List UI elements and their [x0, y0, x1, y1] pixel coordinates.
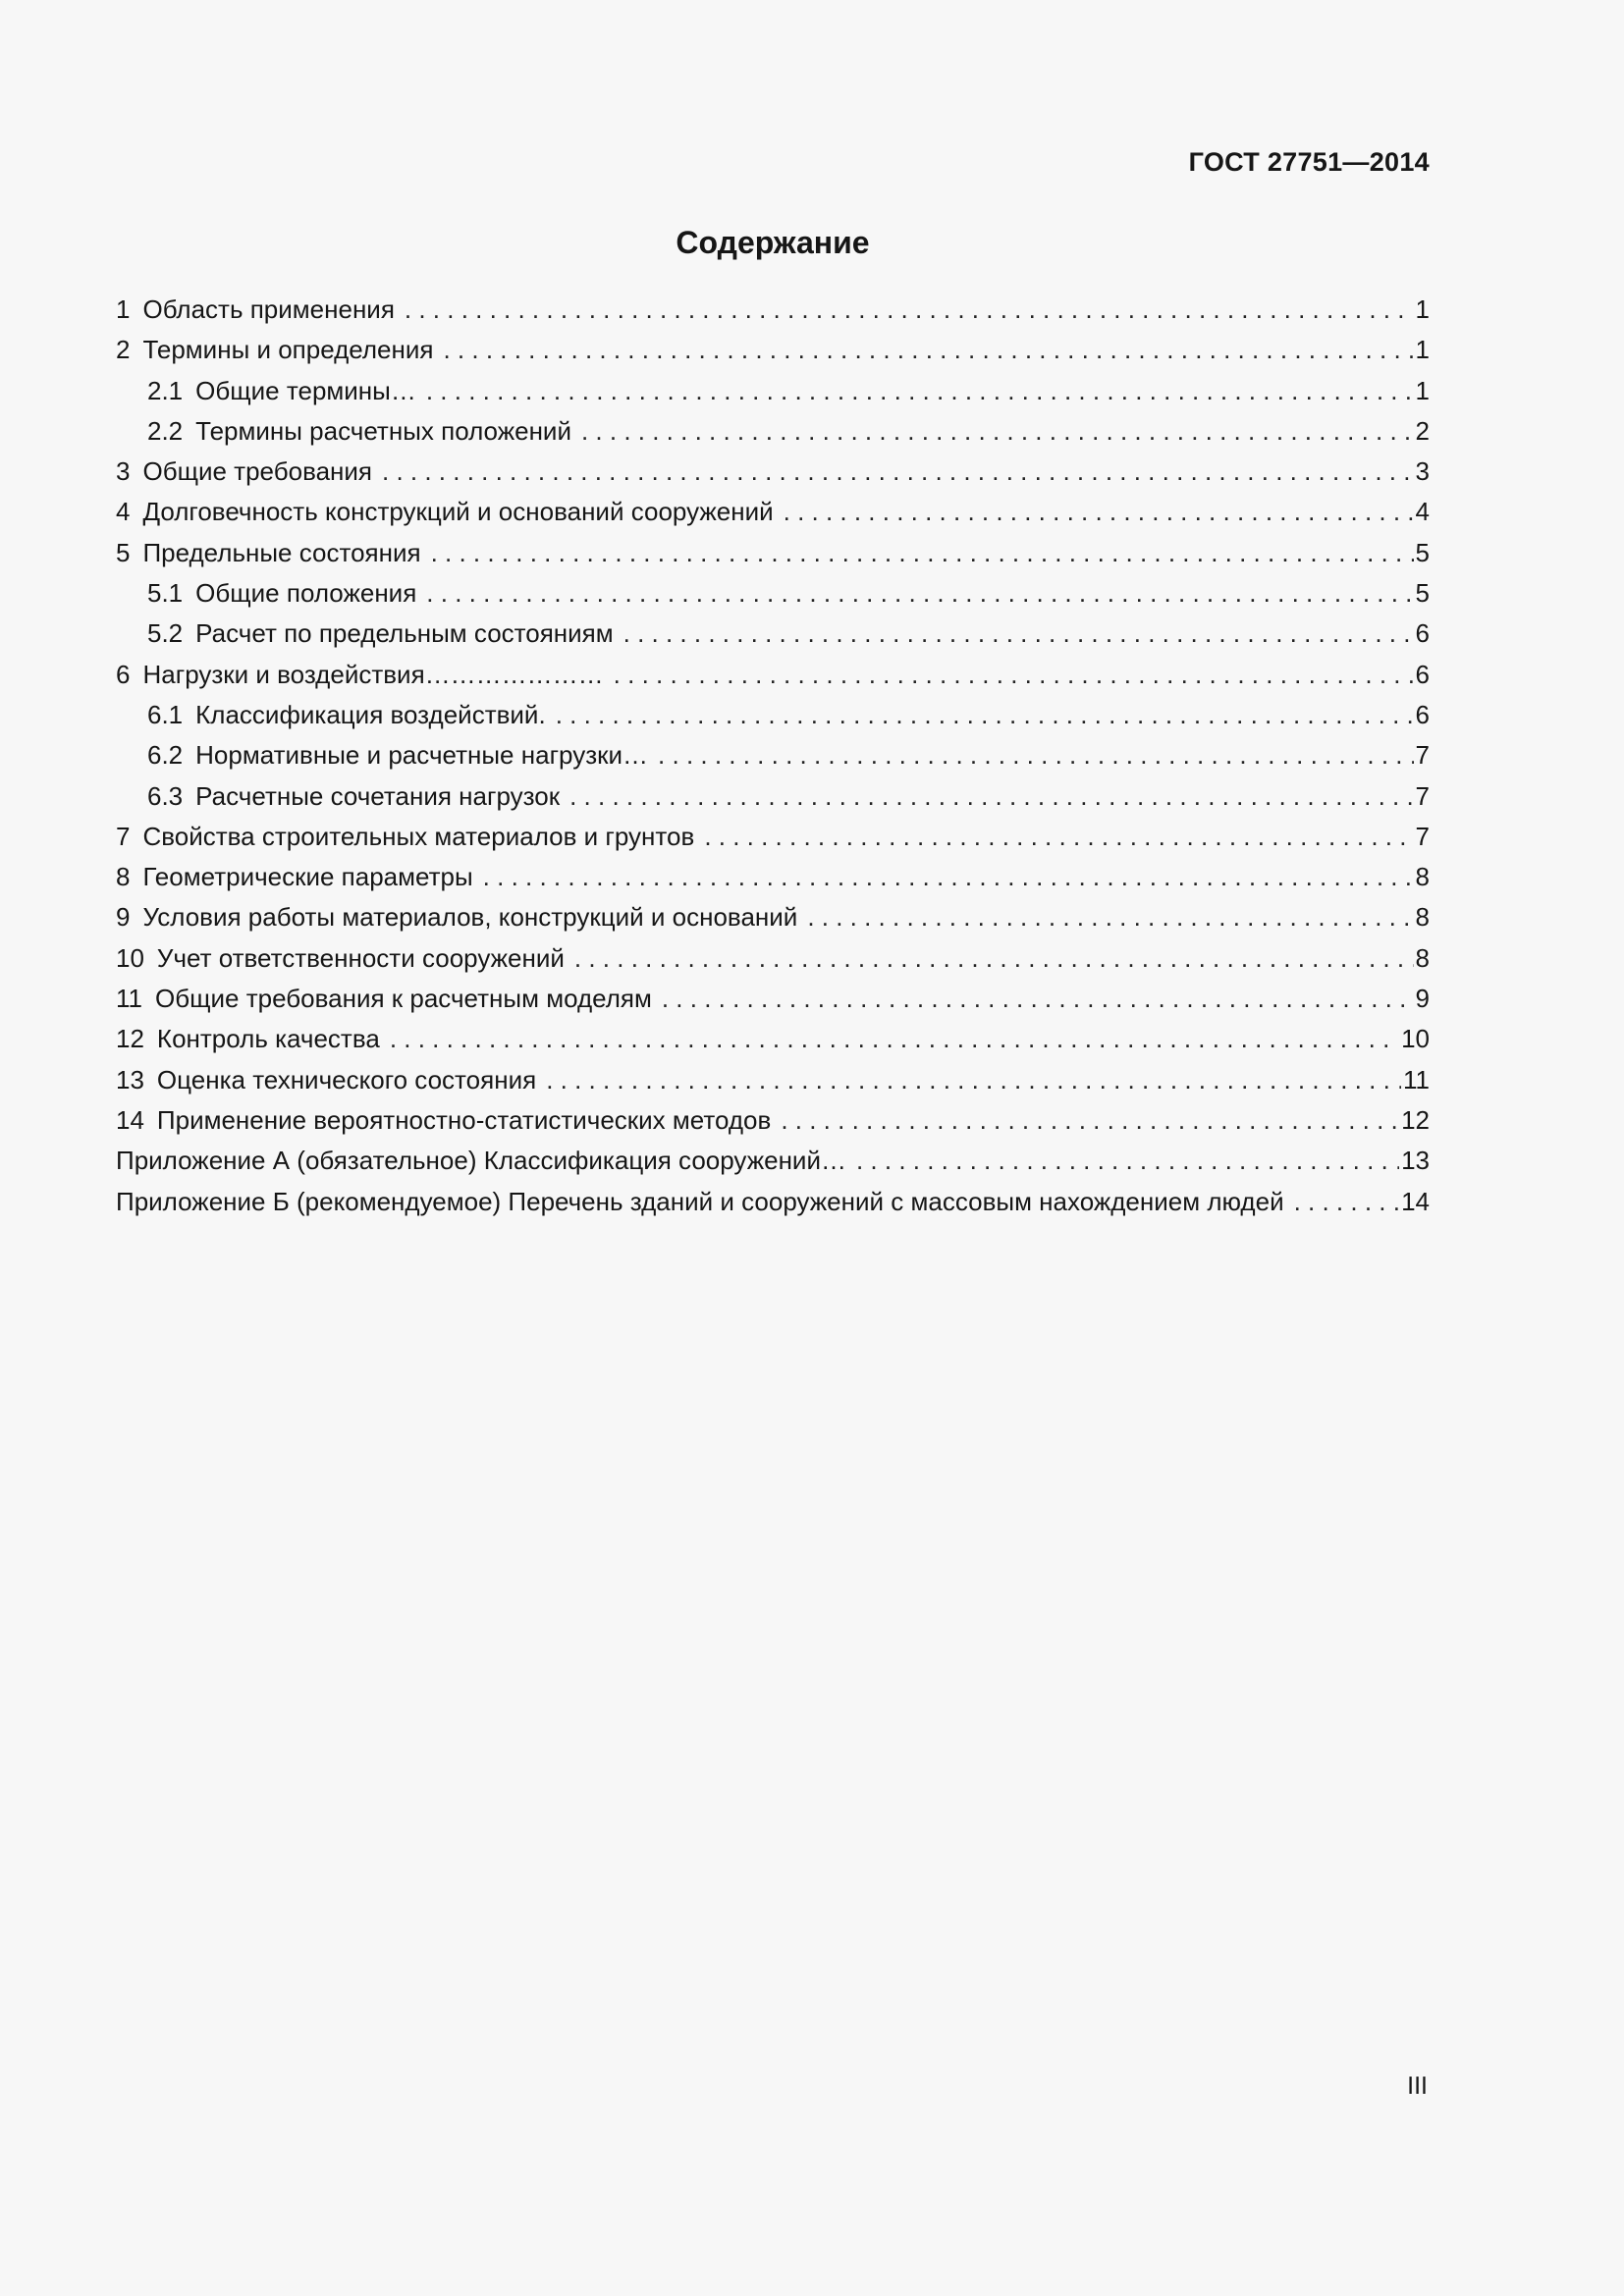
toc-entry-label: Общие термины… [195, 375, 416, 405]
toc-entry-number: 2.1 [147, 375, 184, 405]
toc-entry-label: Общие требования к расчетным моделям [155, 984, 652, 1014]
toc-entry-label: Долговечность конструкций и оснований сооружений [142, 497, 774, 527]
toc-entry-page: 2 [1415, 415, 1430, 446]
toc-entry-page: 10 [1401, 1024, 1430, 1054]
toc-subentry[interactable] [116, 740, 1430, 780]
toc-entry-label: Контроль качества [156, 1024, 380, 1054]
toc-entry-page: 1 [1415, 335, 1430, 365]
toc-entry-page: 6 [1415, 659, 1430, 689]
toc-entry-label: Термины и определения [142, 335, 434, 365]
toc-entry[interactable] [116, 984, 1430, 1024]
toc-entry[interactable] [116, 335, 1430, 375]
toc-entry-number: 5.2 [147, 618, 184, 649]
toc-entry-number: 14 [116, 1104, 144, 1135]
toc-entry-label: Нормативные и расчетные нагрузки… [195, 740, 649, 771]
toc-leader-dots [569, 781, 1413, 812]
toc-entry[interactable] [116, 1024, 1430, 1064]
toc-leader-dots [581, 416, 1414, 447]
toc-leader-dots [382, 456, 1414, 487]
toc-entry-number: 9 [116, 902, 131, 933]
toc-entry[interactable] [116, 456, 1430, 497]
toc-entry-page: 5 [1415, 537, 1430, 567]
toc-entry-page: 1 [1415, 294, 1430, 324]
toc-entry-label: Область применения [142, 294, 395, 324]
toc-entry-number: 7 [116, 821, 131, 851]
toc-entry-page: 3 [1415, 456, 1430, 487]
toc-entry-page: 1 [1415, 375, 1430, 405]
toc-entry[interactable] [116, 538, 1430, 578]
toc-leader-dots [426, 376, 1414, 406]
toc-entry-page: 7 [1415, 740, 1430, 771]
toc-entry[interactable] [116, 902, 1430, 942]
toc-subentry[interactable] [116, 781, 1430, 822]
toc-entry-page: 6 [1415, 618, 1430, 649]
toc-leader-dots [556, 700, 1414, 730]
toc-entry-label: Учет ответственности сооружений [156, 942, 565, 973]
toc-entry-number: 5.1 [147, 578, 184, 609]
toc-entry[interactable] [116, 1065, 1430, 1105]
toc-entry-label: Предельные состояния [142, 537, 421, 567]
toc-entry[interactable] [116, 862, 1430, 902]
toc-leader-dots [807, 902, 1413, 933]
toc-subentry[interactable] [116, 376, 1430, 416]
toc-entry-page: 4 [1415, 497, 1430, 527]
toc-subentry[interactable] [116, 700, 1430, 740]
toc-entry-number: 13 [116, 1064, 144, 1095]
toc-entry-number: 2.2 [147, 415, 184, 446]
toc-entry-page: 8 [1415, 862, 1430, 892]
toc-entry-page: 13 [1401, 1146, 1430, 1176]
toc-entry-number: 12 [116, 1024, 144, 1054]
toc-leader-dots [662, 984, 1414, 1014]
toc-title: Содержание [676, 225, 870, 260]
toc-leader-dots [483, 862, 1414, 892]
toc-entry[interactable] [116, 660, 1430, 700]
document-code: ГОСТ 27751—2014 [1188, 147, 1430, 177]
toc-leader-dots [426, 578, 1413, 609]
toc-entry[interactable] [116, 822, 1430, 862]
toc-entry-number: 5 [116, 537, 131, 567]
toc-entry-page: 5 [1415, 578, 1430, 609]
toc-leader-dots [658, 740, 1413, 771]
toc-leader-dots [405, 294, 1414, 325]
toc-entry-label: Расчетные сочетания нагрузок [195, 780, 561, 811]
toc-entry[interactable] [116, 1105, 1430, 1146]
toc-entry-number: 6.1 [147, 699, 184, 729]
toc-appendix-entry[interactable] [116, 1187, 1430, 1227]
table-of-contents [116, 294, 1430, 1227]
toc-entry-page: 8 [1415, 942, 1430, 973]
toc-subentry[interactable] [116, 416, 1430, 456]
toc-leader-dots [704, 822, 1413, 852]
toc-entry-label: Геометрические параметры [142, 862, 473, 892]
toc-entry-page: 7 [1415, 780, 1430, 811]
toc-entry-page: 7 [1415, 821, 1430, 851]
page-number: III [1407, 2072, 1428, 2100]
toc-entry-label: Условия работы материалов, конструкций и оснований [142, 902, 798, 933]
toc-entry-page: 6 [1415, 699, 1430, 729]
toc-entry[interactable] [116, 943, 1430, 984]
toc-entry-page: 9 [1415, 984, 1430, 1014]
toc-entry-number: 8 [116, 862, 131, 892]
toc-entry-number: 2 [116, 335, 131, 365]
toc-subentry[interactable] [116, 578, 1430, 618]
toc-subentry[interactable] [116, 618, 1430, 659]
toc-leader-dots [1294, 1187, 1399, 1217]
toc-leader-dots [443, 335, 1413, 365]
toc-leader-dots [431, 538, 1414, 568]
toc-leader-dots [390, 1024, 1399, 1054]
toc-leader-dots [614, 660, 1414, 690]
toc-entry-number: 6.2 [147, 740, 184, 771]
toc-entry-label: Классификация воздействий. [195, 699, 546, 729]
toc-entry-number: 6 [116, 659, 131, 689]
toc-leader-dots [623, 618, 1414, 649]
toc-entry-page: 14 [1401, 1186, 1430, 1216]
toc-entry-label: Свойства строительных материалов и грунтов [142, 821, 695, 851]
toc-leader-dots [856, 1146, 1399, 1176]
toc-leader-dots [546, 1065, 1401, 1095]
toc-entry-number: 11 [116, 984, 142, 1014]
toc-entry[interactable] [116, 294, 1430, 335]
toc-entry-page: 12 [1401, 1104, 1430, 1135]
toc-entry-label: Расчет по предельным состояниям [195, 618, 614, 649]
toc-entry-page: 11 [1403, 1064, 1430, 1095]
toc-entry-label: Оценка технического состояния [156, 1064, 537, 1095]
toc-entry[interactable] [116, 497, 1430, 537]
toc-entry-label: Приложение Б (рекомендуемое) Перечень зданий и сооружений с массовым нахождением людей [116, 1186, 1284, 1216]
toc-entry-number: 6.3 [147, 780, 184, 811]
toc-entry-label: Общие требования [142, 456, 373, 487]
toc-entry-number: 1 [116, 294, 131, 324]
toc-entry-number: 10 [116, 942, 144, 973]
toc-entry-number: 4 [116, 497, 131, 527]
toc-entry-label: Термины расчетных положений [195, 415, 571, 446]
toc-leader-dots [781, 1105, 1399, 1136]
toc-entry-label: Общие положения [195, 578, 417, 609]
toc-entry-label: Приложение А (обязательное) Классификация сооружений… [116, 1146, 846, 1176]
toc-appendix-entry[interactable] [116, 1146, 1430, 1186]
toc-entry-page: 8 [1415, 902, 1430, 933]
toc-entry-label: Применение вероятностно-статистических методов [156, 1104, 772, 1135]
toc-entry-label: Нагрузки и воздействия………………… [142, 659, 604, 689]
toc-leader-dots [574, 943, 1414, 974]
toc-entry-number: 3 [116, 456, 131, 487]
toc-leader-dots [784, 497, 1414, 527]
